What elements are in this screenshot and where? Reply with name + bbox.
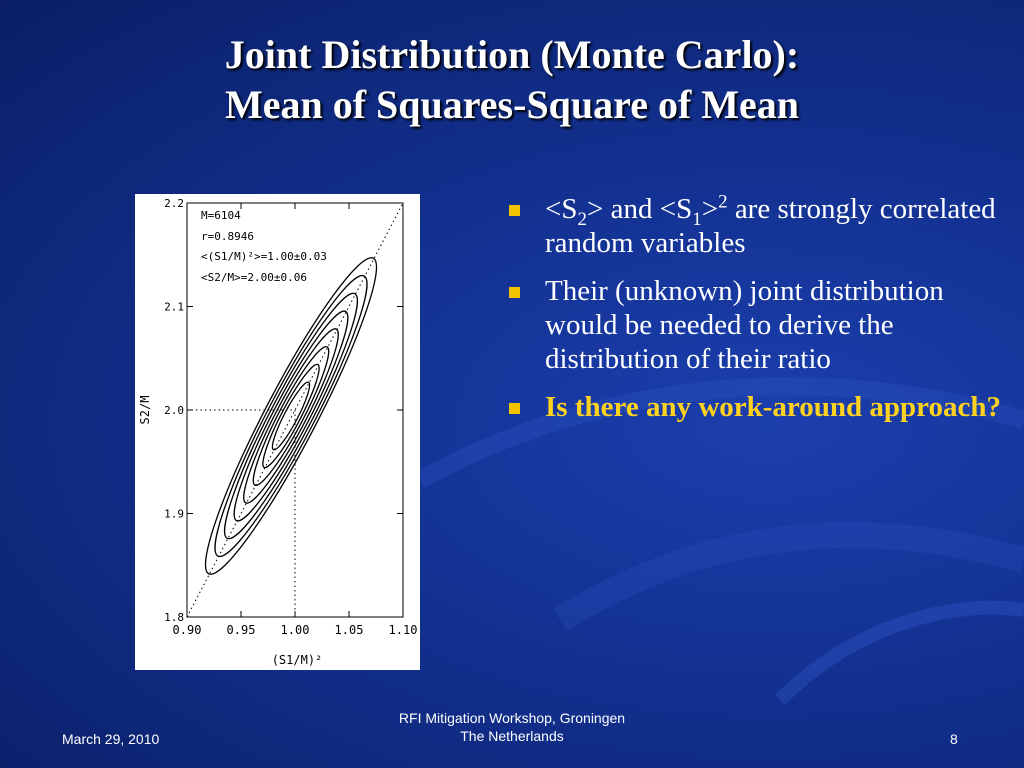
b1-sup: 2 bbox=[718, 191, 728, 213]
x-tick-label: 1.10 bbox=[388, 623, 418, 637]
y-tick-label: 1.9 bbox=[164, 507, 184, 521]
b1-text-a: <S bbox=[545, 193, 578, 225]
bullet-item-2 bbox=[508, 274, 1008, 376]
y-tick-label: 1.8 bbox=[164, 611, 184, 624]
x-tick-label: 1.05 bbox=[334, 623, 364, 637]
contour-level bbox=[221, 303, 362, 529]
bullet-item-1 bbox=[508, 192, 1008, 260]
contour-level bbox=[232, 322, 349, 510]
bullet-marker-icon bbox=[509, 287, 520, 298]
title-line-2: Mean of Squares-Square of Mean bbox=[224, 82, 800, 127]
footer-date: March 29, 2010 bbox=[62, 731, 160, 747]
x-axis-label: (S1/M)² bbox=[271, 653, 323, 667]
x-tick-label: 0.90 bbox=[172, 623, 202, 637]
b1-sub-1: 1 bbox=[692, 208, 702, 230]
bullet-list bbox=[508, 192, 1008, 438]
contour-plot bbox=[135, 194, 420, 670]
annotation-m: M=6104 bbox=[201, 209, 241, 222]
contour-level bbox=[209, 284, 373, 548]
x-tick-label: 1.00 bbox=[280, 623, 310, 637]
b1-text-c: > bbox=[701, 193, 719, 225]
b3-text: Is there any work-around approach? bbox=[545, 391, 1002, 423]
slide-title bbox=[0, 30, 1024, 130]
b1-sub-2: 2 bbox=[577, 208, 587, 230]
y-tick-label: 2.2 bbox=[164, 197, 184, 210]
b1-text-b: > and <S bbox=[586, 193, 693, 225]
bullet-marker-icon bbox=[509, 403, 520, 414]
annotation-s2-mean: <S2/M>=2.00±0.06 bbox=[201, 271, 307, 284]
bullet-marker-icon bbox=[509, 205, 520, 216]
title-line-1: Joint Distribution (Monte Carlo): bbox=[224, 32, 800, 77]
contour-level bbox=[244, 341, 338, 491]
bullet-item-3 bbox=[508, 390, 1008, 424]
annotation-s1-mean: <(S1/M)²>=1.00±0.03 bbox=[201, 250, 327, 263]
x-tick-label: 0.95 bbox=[226, 623, 256, 637]
y-axis-label: S2/M bbox=[138, 395, 152, 425]
b1-text-d: are strongly correlated random variables bbox=[545, 193, 996, 259]
footer-page-number: 8 bbox=[950, 731, 958, 747]
footer-event bbox=[362, 709, 662, 745]
contour-plot-svg bbox=[135, 194, 420, 670]
contour-level bbox=[256, 360, 327, 472]
y-tick-label: 2.0 bbox=[164, 404, 184, 417]
footer-event-line-2: The Netherlands bbox=[460, 728, 564, 744]
footer-event-line-1: RFI Mitigation Workshop, Groningen bbox=[398, 710, 626, 726]
b2-text: Their (unknown) joint distribution would be needed to derive the distribution of their ratio bbox=[545, 275, 944, 375]
y-tick-label: 2.1 bbox=[164, 300, 184, 314]
annotation-r: r=0.8946 bbox=[201, 230, 254, 243]
